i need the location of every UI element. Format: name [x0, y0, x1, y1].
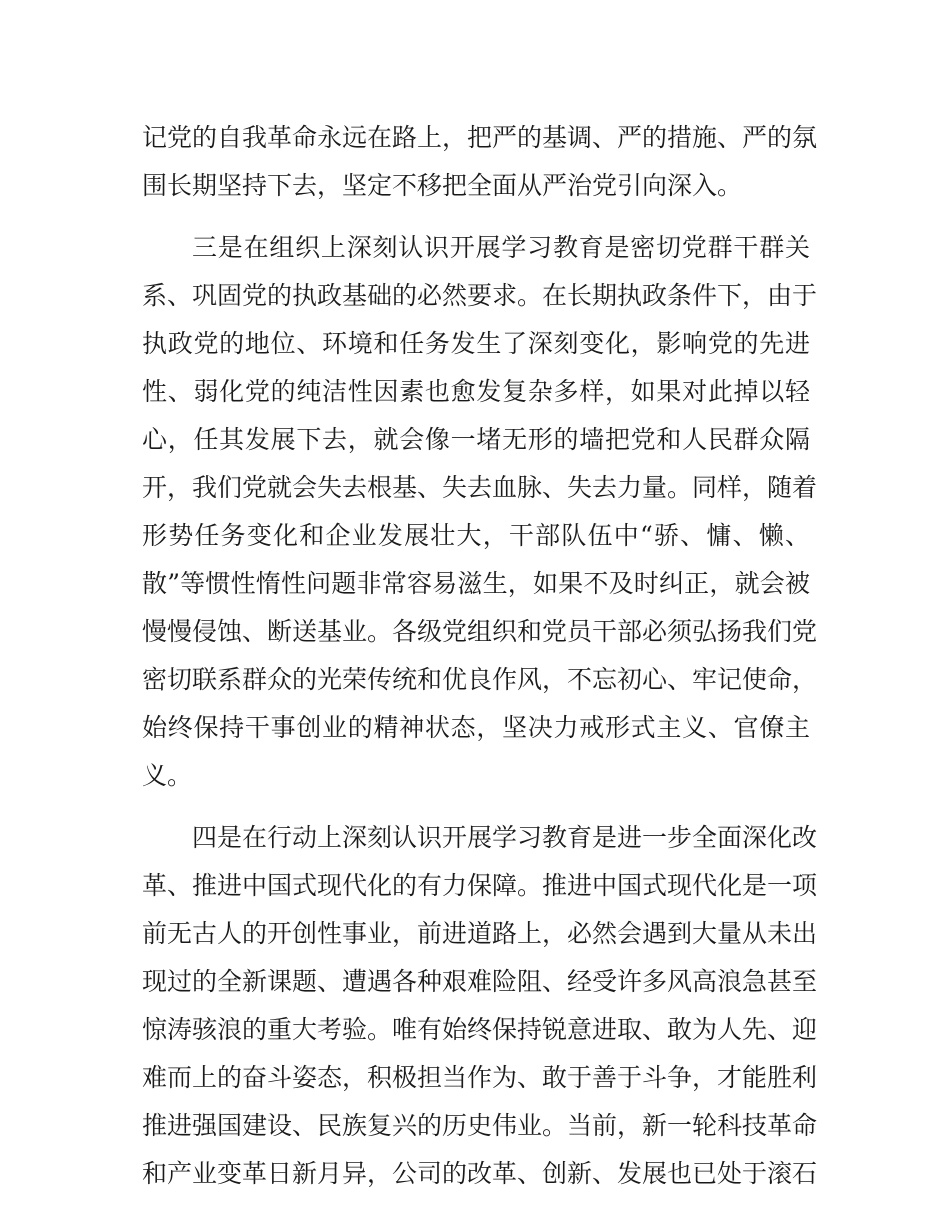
text-line: 密切联系群众的光荣传统和优良作风，不忘初心、牢记使命， [142, 665, 818, 694]
text-line: 系、巩固党的执政基础的必然要求。在长期执政条件下，由于 [142, 281, 818, 310]
text-line: 心，任其发展下去，就会像一堵无形的墙把党和人民群众隔 [142, 425, 810, 454]
text-line: 慢慢侵蚀、断送基业。各级党组织和党员干部必须弘扬我们党 [142, 617, 818, 646]
text-line: 记党的自我革命永远在路上，把严的基调、严的措施、严的氛 [142, 123, 818, 152]
text-line: 推进强国建设、民族复兴的历史伟业。当前，新一轮科技革命 [142, 1111, 818, 1140]
text-line: 难而上的奋斗姿态，积极担当作为、敢于善于斗争，才能胜利 [142, 1063, 818, 1092]
text-line: 形势任务变化和企业发展壮大，干部队伍中“骄、慵、懒、 [142, 521, 810, 550]
text-line: 执政党的地位、环境和任务发生了深刻变化，影响党的先进 [142, 329, 810, 358]
paragraph-start-line: 三是在组织上深刻认识开展学习教育是密切党群干群关 [192, 233, 810, 262]
text-line: 开，我们党就会失去根基、失去血脉、失去力量。同样，随着 [142, 473, 818, 502]
text-line: 革、推进中国式现代化的有力保障。推进中国式现代化是一项 [142, 871, 818, 900]
text-line: 义。 [142, 761, 193, 790]
text-line: 始终保持干事创业的精神状态，坚决力戒形式主义、官僚主 [142, 713, 810, 742]
text-line: 和产业变革日新月异，公司的改革、创新、发展也已处于滚石 [142, 1159, 818, 1188]
text-line: 散”等惯性惰性问题非常容易滋生，如果不及时纠正，就会被 [142, 569, 810, 598]
text-line: 惊涛骇浪的重大考验。唯有始终保持锐意进取、敢为人先、迎 [142, 1015, 818, 1044]
text-line: 围长期坚持下去，坚定不移把全面从严治党引向深入。 [142, 171, 743, 200]
text-line: 现过的全新课题、遭遇各种艰难险阻、经受许多风高浪急甚至 [142, 967, 818, 996]
text-line: 性、弱化党的纯洁性因素也愈发复杂多样，如果对此掉以轻 [142, 377, 810, 406]
paragraph-start-line: 四是在行动上深刻认识开展学习教育是进一步全面深化改 [192, 823, 818, 852]
text-line: 前无古人的开创性事业，前进道路上，必然会遇到大量从未出 [142, 919, 818, 948]
